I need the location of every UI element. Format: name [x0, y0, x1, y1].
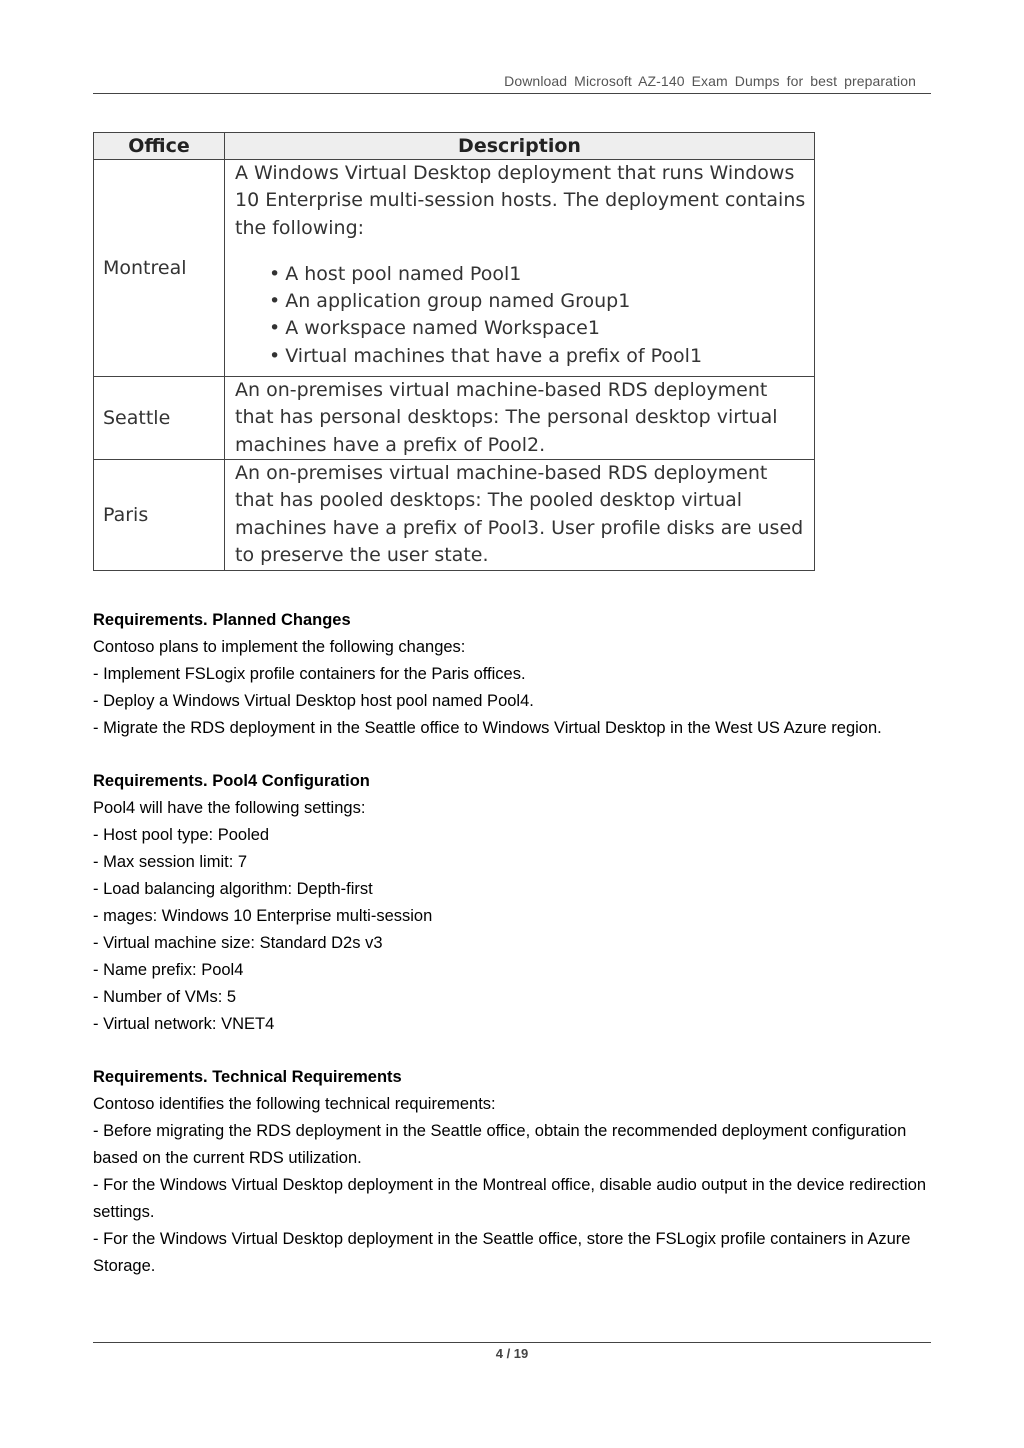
table-row-paris: [94, 460, 815, 571]
list-item: • A host pool named Pool1: [269, 261, 806, 288]
list-item: - Implement FSLogix profile containers for the Paris offices.: [93, 665, 526, 683]
page-number: 4 / 19: [495, 1346, 529, 1361]
list-item: • Virtual machines that have a prefix of Pool1: [269, 343, 806, 370]
list-item: - Migrate the RDS deployment in the Seattle office to Windows Virtual Desktop in the West US Azure region.: [93, 719, 882, 737]
table-header-row: [94, 133, 815, 160]
list-item: - mages: Windows 10 Enterprise multi-session: [93, 907, 433, 925]
footer-divider: [93, 1342, 931, 1343]
section-intro: Pool4 will have the following settings:: [93, 799, 366, 817]
section-heading: Requirements. Pool4 Configuration: [93, 772, 370, 790]
pool4-configuration-section: [93, 768, 935, 1038]
section-intro: Contoso identifies the following technical requirements:: [93, 1095, 496, 1113]
list-item: • An application group named Group1: [269, 288, 806, 315]
list-item: - Virtual network: VNET4: [93, 1015, 275, 1033]
office-cell: Paris: [94, 460, 225, 571]
office-cell: Montreal: [94, 160, 225, 377]
section-intro: Contoso plans to implement the following changes:: [93, 638, 466, 656]
header-divider: [93, 93, 931, 94]
list-item: - Deploy a Windows Virtual Desktop host pool named Pool4.: [93, 692, 534, 710]
list-item: • A workspace named Workspace1: [269, 315, 806, 342]
description-text: A Windows Virtual Desktop deployment that runs Windows 10 Enterprise multi-session hosts. The deployment contains the following:: [235, 162, 806, 239]
list-item: - For the Windows Virtual Desktop deployment in the Montreal office, disable audio output in the device redirection settings.: [93, 1176, 927, 1221]
office-cell: Seattle: [94, 377, 225, 460]
list-item: - Number of VMs: 5: [93, 988, 237, 1006]
list-item: - Load balancing algorithm: Depth-first: [93, 880, 373, 898]
table-row-seattle: [94, 377, 815, 460]
description-cell: [225, 160, 815, 377]
table-row-montreal: [94, 160, 815, 377]
requirements-content: [93, 607, 935, 1306]
description-bullet-list: [235, 261, 806, 370]
description-column-header: Description: [225, 133, 815, 160]
office-column-header: Office: [94, 133, 225, 160]
description-cell: An on-premises virtual machine-based RDS deployment that has pooled desktops: The pooled desktop virtual machines have a prefix of Pool3. User profile disks are used to preserve the user state.: [225, 460, 815, 571]
technical-requirements-section: [93, 1064, 935, 1280]
page-header: Download Microsoft AZ-140 Exam Dumps for best preparation: [504, 73, 916, 89]
list-item: - Max session limit: 7: [93, 853, 248, 871]
description-cell: An on-premises virtual machine-based RDS deployment that has personal desktops: The personal desktop virtual machines have a prefix of Pool2.: [225, 377, 815, 460]
list-item: - Before migrating the RDS deployment in the Seattle office, obtain the recommended deployment configuration based on the current RDS utilization.: [93, 1122, 907, 1167]
section-heading: Requirements. Technical Requirements: [93, 1068, 402, 1086]
office-table: [93, 132, 815, 571]
planned-changes-section: [93, 607, 935, 742]
section-heading: Requirements. Planned Changes: [93, 611, 351, 629]
list-item: - Host pool type: Pooled: [93, 826, 270, 844]
list-item: - For the Windows Virtual Desktop deployment in the Seattle office, store the FSLogix profile containers in Azure Storage.: [93, 1230, 911, 1275]
list-item: - Name prefix: Pool4: [93, 961, 244, 979]
list-item: - Virtual machine size: Standard D2s v3: [93, 934, 383, 952]
